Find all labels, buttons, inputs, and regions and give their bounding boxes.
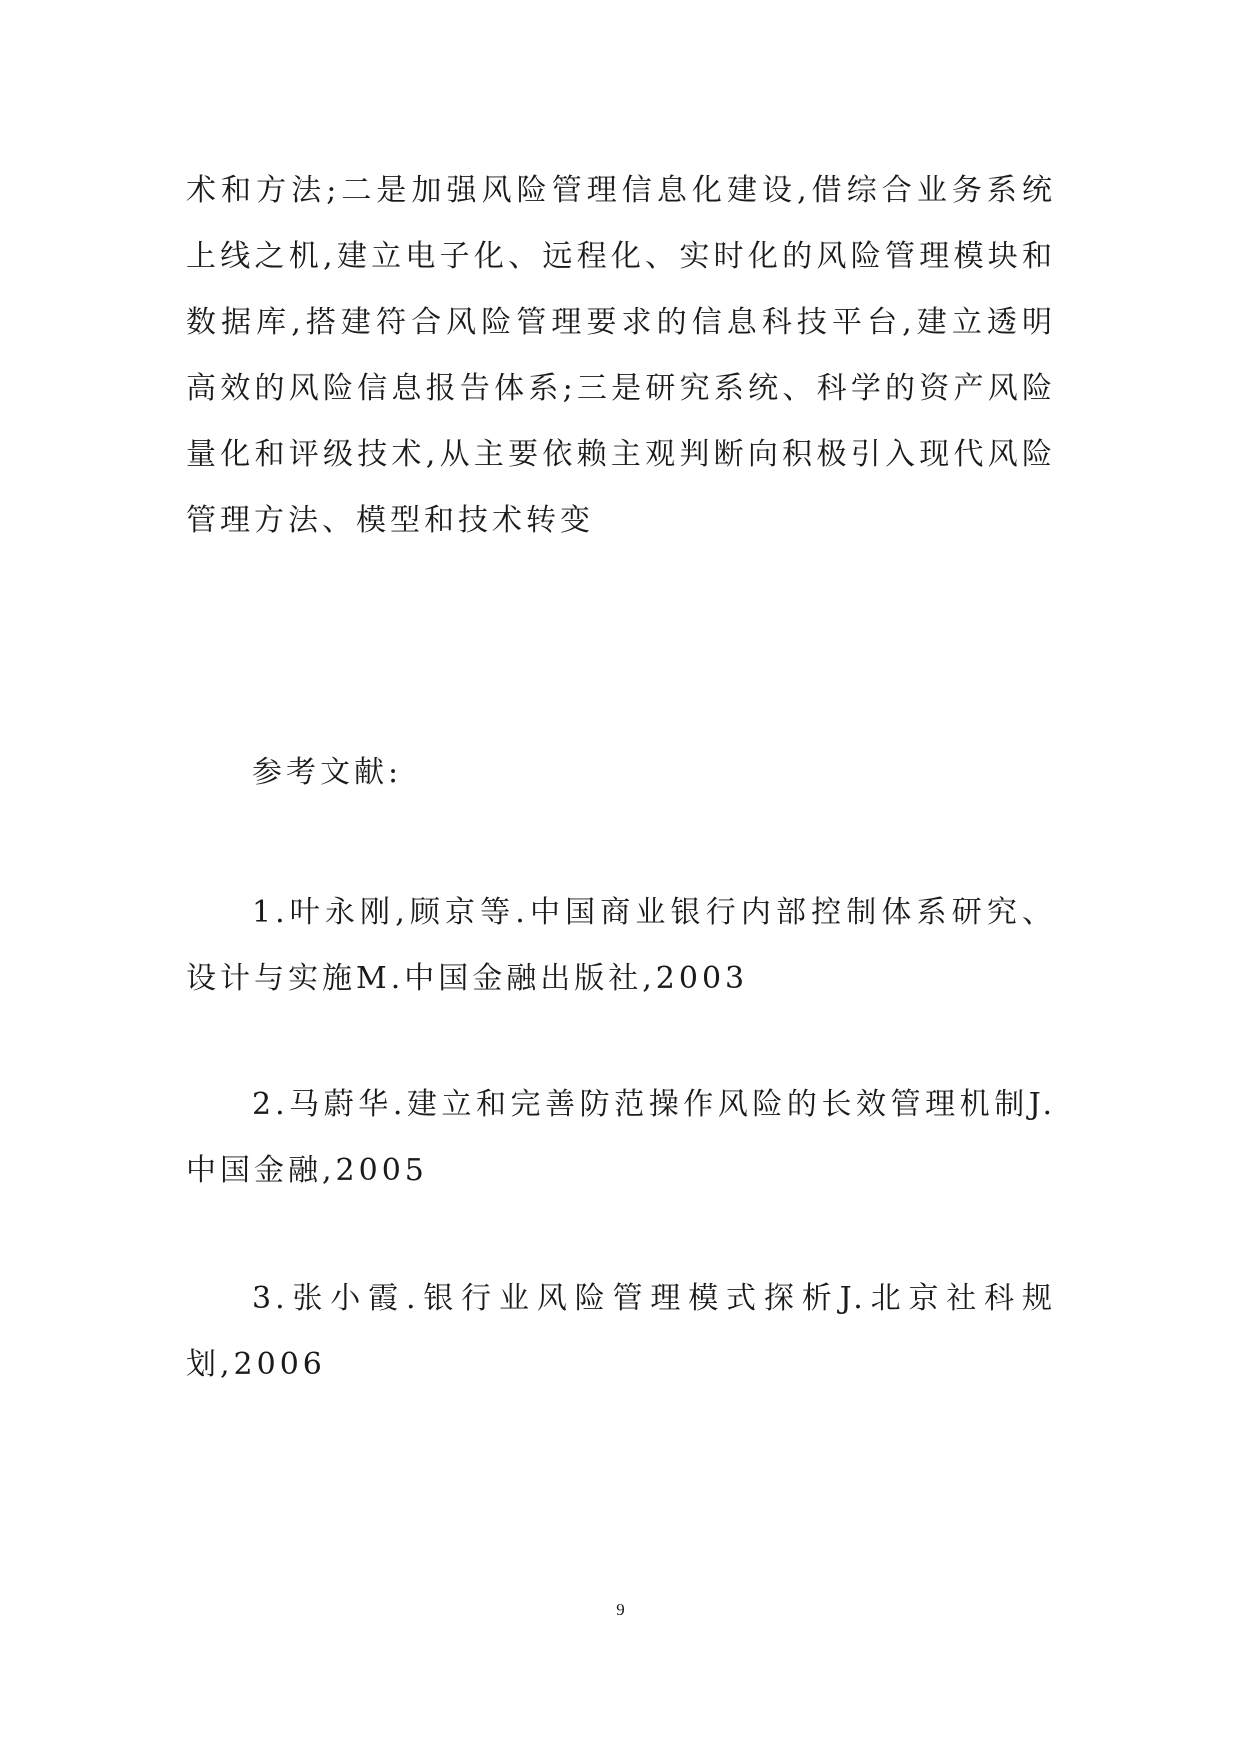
page-number: 9: [616, 1600, 625, 1619]
reference-item-3: 3.张小霞.银行业风险管理模式探析J.北京社科规划,2006: [186, 1281, 1056, 1382]
reference-item-1: 1.叶永刚,顾京等.中国商业银行内部控制体系研究、设计与实施M.中国金融出版社,2003: [186, 895, 1056, 996]
body-paragraph: 术和方法;二是加强风险管理信息化建设,借综合业务系统上线之机,建立电子化、远程化、实时化的风险管理模块和数据库,搭建符合风险管理要求的信息科技平台,建立透明高效的风险信息报告体系;三是研究系统、科学的资产风险量化和评级技术,从主要依赖主观判断向积极引入现代风险管理方法、模型和技术转变: [186, 173, 1056, 538]
references-heading: 参考文献:: [252, 755, 403, 790]
reference-item-2: 2.马蔚华.建立和完善防范操作风险的长效管理机制J.中国金融,2005: [186, 1087, 1056, 1188]
